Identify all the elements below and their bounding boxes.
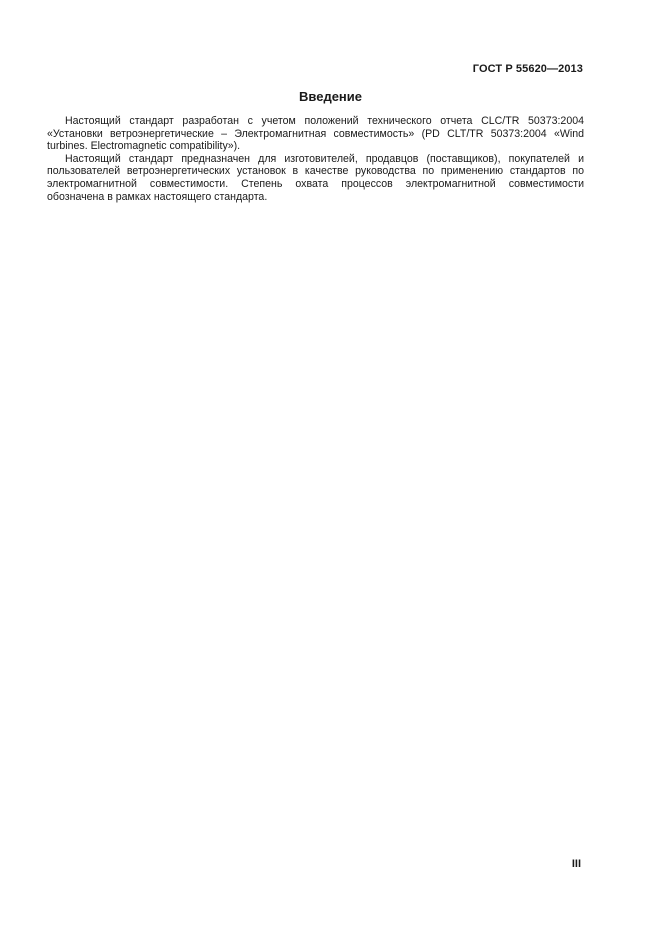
section-title: Введение: [299, 89, 362, 104]
body-text: [47, 115, 584, 203]
paragraph: Настоящий стандарт разработан с учетом положений технического отчета CLC/TR 50373:2004 «Установки ветроэнергетические – Электромагнитная совместимость» (PD CLT/TR 50373:2004 «Wind turbines. Electromagnetic compatibility»).: [47, 115, 584, 153]
page-number: III: [571, 858, 581, 870]
paragraph: Настоящий стандарт предназначен для изготовителей, продавцов (поставщиков), покупателей и пользователей ветроэнергетических установок в качестве руководства по применению стандартов по электромагнитной совместимости. Степень охвата процессов электромагнитной совместимости обозначена в рамках настоящего стандарта.: [47, 152, 584, 203]
document-code: ГОСТ Р 55620—2013: [472, 63, 583, 75]
